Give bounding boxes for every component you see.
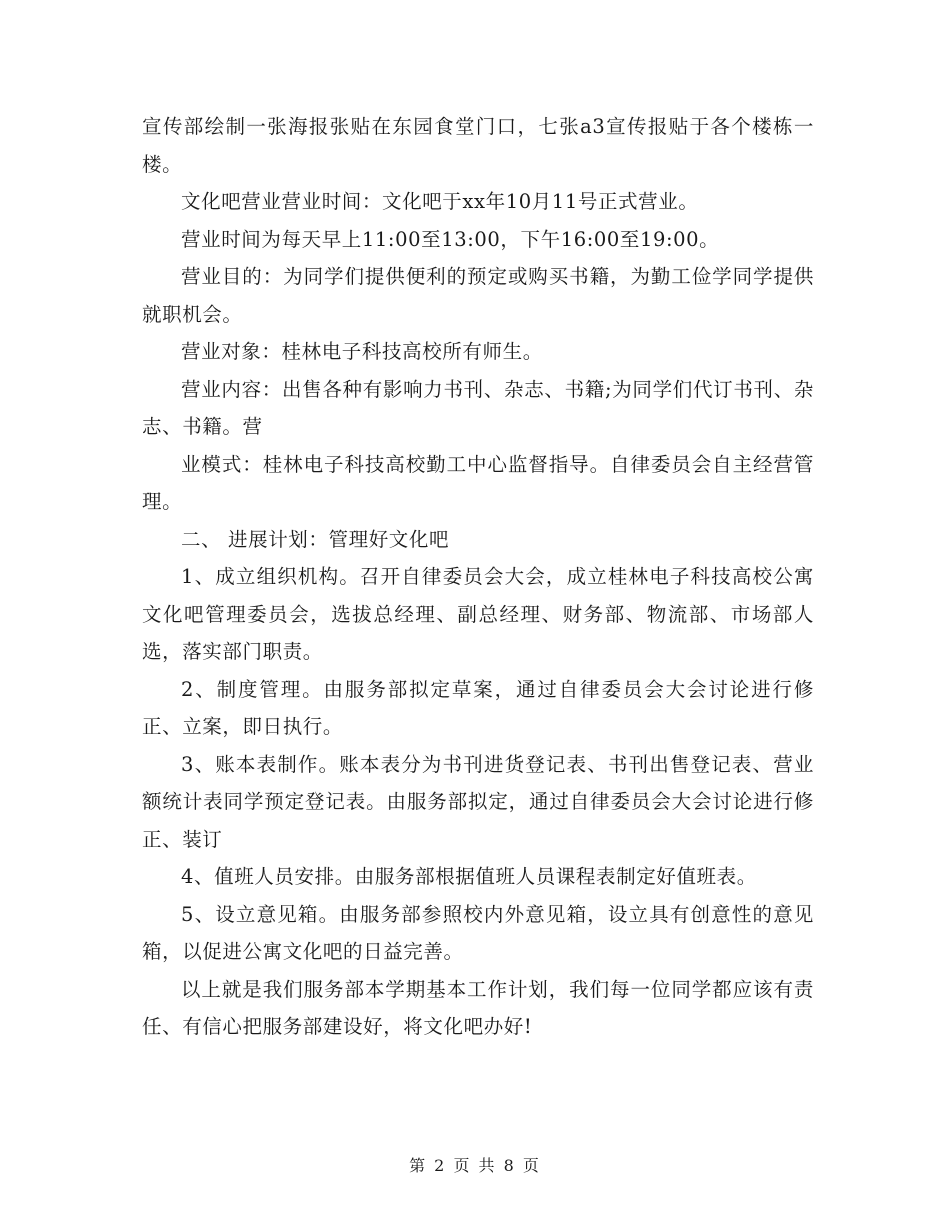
paragraph-item-4: 4、值班人员安排。由服务部根据值班人员课程表制定好值班表。 — [181, 865, 757, 888]
paragraph-continuation: 宣传部绘制一张海报张贴在东园食堂门口，七张a3宣传报贴于各个楼栋一楼。 — [142, 115, 814, 176]
paragraph-business-model: 业模式：桂林电子科技高校勤工中心监督指导。自律委员会自主经营管理。 — [142, 452, 814, 513]
paragraph-business-content: 营业内容：出售各种有影响力书刊、杂志、书籍;为同学们代订书刊、杂志、书籍。营 — [142, 377, 814, 438]
page-number: 第 2 页 共 8 页 — [409, 1156, 541, 1175]
paragraph-business-target: 营业对象：桂林电子科技高校所有师生。 — [181, 340, 543, 363]
paragraph-item-3: 3、账本表制作。账本表分为书刊进货登记表、书刊出售登记表、营业额统计表同学预定登记表。由服务部拟定，通过自律委员会大会讨论进行修正、装订 — [142, 752, 814, 851]
paragraph-item-1: 1、成立组织机构。召开自律委员会大会，成立桂林电子科技高校公寓文化吧管理委员会，选拔总经理、副总经理、财务部、物流部、市场部人选，落实部门职责。 — [142, 565, 814, 663]
paragraph-item-2: 2、制度管理。由服务部拟定草案，通过自律委员会大会讨论进行修正、立案，即日执行。 — [142, 677, 814, 738]
paragraph-business-hours: 营业时间为每天早上11:00至13:00，下午16:00至19:00。 — [181, 227, 720, 251]
section-heading-plan: 二、 进展计划：管理好文化吧 — [181, 527, 450, 551]
paragraph-conclusion: 以上就是我们服务部本学期基本工作计划，我们每一位同学都应该有责任、有信心把服务部建设好，将文化吧办好! — [142, 977, 814, 1038]
paragraph-opening-date: 文化吧营业营业时间：文化吧于xx年10月11号正式营业。 — [181, 190, 699, 213]
paragraph-business-purpose: 营业目的：为同学们提供便利的预定或购买书籍，为勤工俭学同学提供就职机会。 — [142, 265, 814, 326]
paragraph-item-5: 5、设立意见箱。由服务部参照校内外意见箱，设立具有创意性的意见箱，以促进公寓文化吧的日益完善。 — [142, 902, 814, 963]
document-body — [142, 108, 814, 1046]
